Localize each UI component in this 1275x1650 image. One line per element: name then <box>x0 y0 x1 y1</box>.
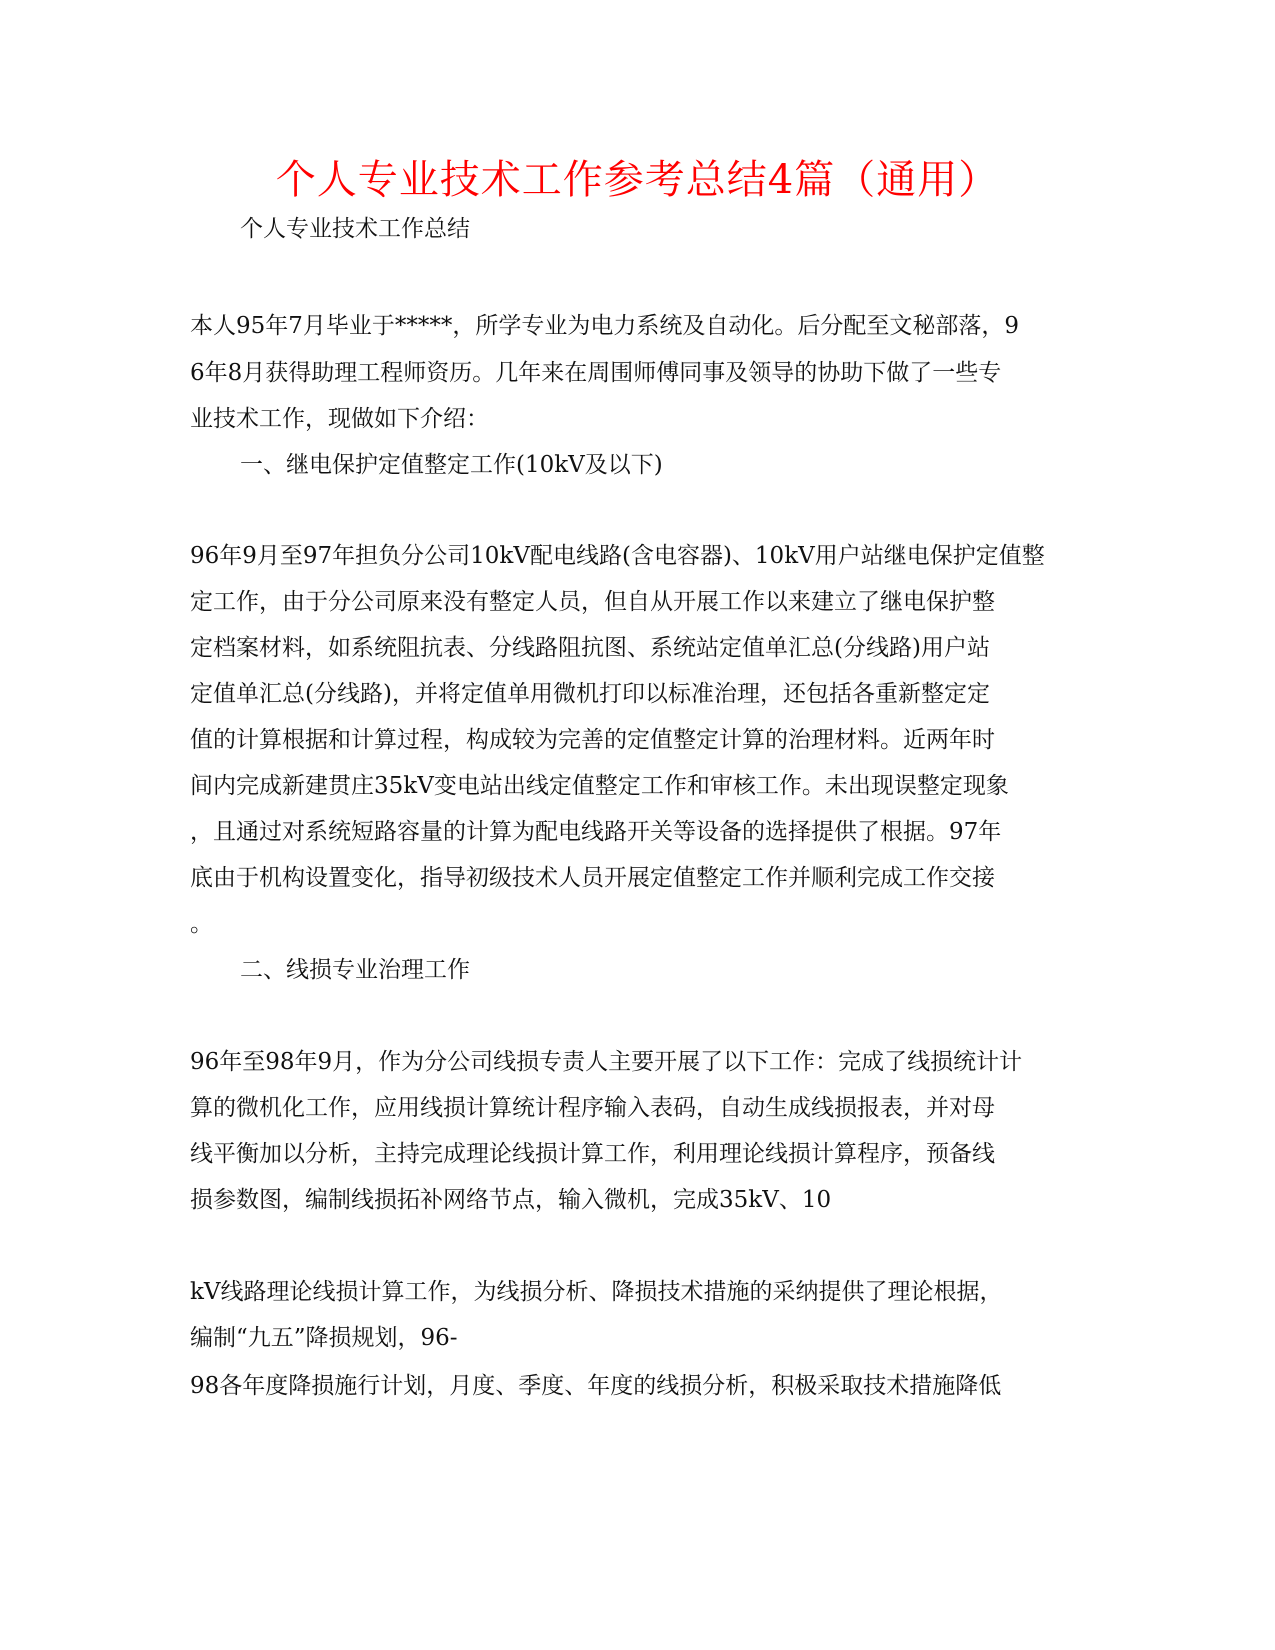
paragraph-line: 6年8月获得助理工程师资历。几年来在周围师傅同事及领导的协助下做了一些专 <box>190 360 1002 386</box>
paragraph-line: 间内完成新建贯庄35kV变电站出线定值整定工作和审核工作。未出现误整定现象 <box>190 773 1009 799</box>
paragraph-line: 底由于机构设置变化，指导初级技术人员开展定值整定工作并顺利完成工作交接 <box>190 865 995 891</box>
paragraph-line: 本人95年7月毕业于*****，所学专业为电力系统及自动化。后分配至文秘部落，9 <box>190 313 1020 339</box>
paragraph-line: 定值单汇总(分线路)，并将定值单用微机打印以标准治理，还包括各重新整定定 <box>190 681 990 707</box>
paragraph-line: 损参数图，编制线损拓补网络节点，输入微机，完成35kV、10 <box>190 1187 832 1213</box>
paragraph-line: 98各年度降损施行计划，月度、季度、年度的线损分析，积极采取技术措施降低 <box>190 1373 1002 1399</box>
document-title: 个人专业技术工作参考总结4篇（通用） <box>275 157 1000 203</box>
paragraph-line: 编制“九五”降损规划，96- <box>190 1325 458 1351</box>
section-heading-1: 一、继电保护定值整定工作(10kV及以下) <box>240 452 663 478</box>
paragraph-line: 定档案材料，如系统阻抗表、分线路阻抗图、系统站定值单汇总(分线路)用户站 <box>190 635 990 661</box>
paragraph-line: 值的计算根据和计算过程，构成较为完善的定值整定计算的治理材料。近两年时 <box>190 727 995 753</box>
paragraph-line: 线平衡加以分析，主持完成理论线损计算工作，利用理论线损计算程序，预备线 <box>190 1141 995 1167</box>
paragraph-line: 业技术工作，现做如下介绍： <box>190 406 489 432</box>
paragraph-line: 定工作，由于分公司原来没有整定人员，但自从开展工作以来建立了继电保护整 <box>190 589 995 615</box>
paragraph-line: 96年9月至97年担负分公司10kV配电线路(含电容器)、10kV用户站继电保护定值整 <box>190 543 1045 569</box>
document-subtitle: 个人专业技术工作总结 <box>240 216 470 242</box>
paragraph-line: 96年至98年9月，作为分公司线损专责人主要开展了以下工作：完成了线损统计计 <box>190 1049 1023 1075</box>
paragraph-line: ，且通过对系统短路容量的计算为配电线路开关等设备的选择提供了根据。97年 <box>190 819 1002 845</box>
paragraph-line: 。 <box>190 911 213 937</box>
paragraph-line: 算的微机化工作，应用线损计算统计程序输入表码，自动生成线损报表，并对母 <box>190 1095 995 1121</box>
section-heading-2: 二、线损专业治理工作 <box>240 957 470 983</box>
paragraph-line: kV线路理论线损计算工作，为线损分析、降损技术措施的采纳提供了理论根据， <box>190 1279 1003 1305</box>
